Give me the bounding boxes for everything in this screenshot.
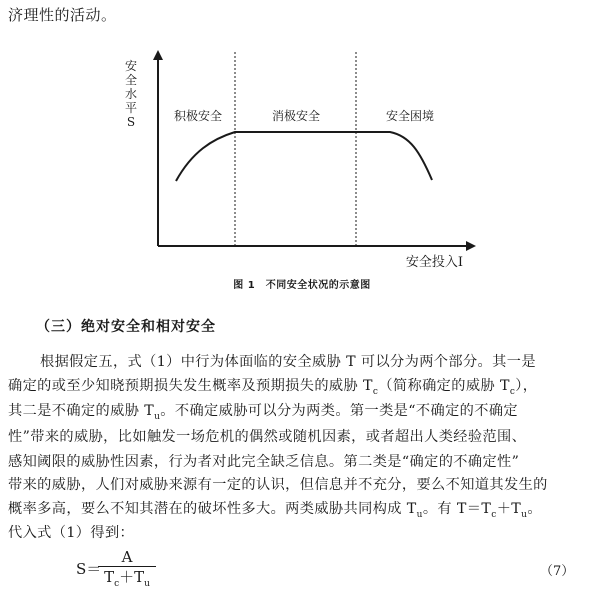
formula-fraction [98,548,156,594]
safety-curve [176,132,432,181]
formula-lhs: S＝ [76,560,102,578]
y-label-char: S [126,115,136,129]
y-label-char: 平 [124,101,138,115]
region-label-dilemma: 安全困境 [385,109,435,123]
paragraph-line: 性”带来的威胁，比如触发一场危机的偶然或随机因素，或者超出人类经验范围、 [8,429,527,445]
formula-denominator: $T_c+T_u$ [104,568,150,589]
paragraph-line: 代入式（1）得到： [8,525,135,541]
paragraph-line: 感知阈限的威胁性因素，行为者对此完全缺乏信息。第二类是“确定的不确定性” [8,454,520,470]
y-label-char: 安 [124,59,138,73]
paragraph-line: 确定的或至少知晓预期损失发生概率及预期损失的威胁 $T_c$（简称确定的威胁 $T_c$）， [8,378,538,397]
paragraph-line: 其二是不确定的威胁 $T_u$。不确定威胁可以分为两类。第一类是“不确定的不确定 [8,403,519,422]
x-axis-label: 安全投入I [405,255,463,270]
y-axis-label [125,58,137,129]
formula-numerator: A [98,548,156,567]
region-label-positive: 积极安全 [173,109,223,123]
region-label-negative: 消极安全 [271,109,321,123]
y-label-char: 水 [124,87,138,101]
y-label-char: 全 [124,73,138,87]
section-heading: （三）绝对安全和相对安全 [36,319,216,335]
top-text: 济理性的活动。 [8,6,117,24]
paragraph-line: 概率多高，要么不知其潜在的破坏性多大。两类威胁共同构成 $T_u$。有 $T=T_c+T_u$。 [8,501,542,520]
paragraph-line: 带来的威胁，人们对威胁来源有一定的认识，但信息并不充分，要么不知道其发生的 [8,477,548,493]
paragraph-line: 根据假定五，式（1）中行为体面临的安全威胁 T 可以分为两个部分。其一是 [40,354,536,370]
figure-caption: 图 1 不同安全状况的示意图 [233,280,371,291]
equation-number: （7） [540,564,575,579]
